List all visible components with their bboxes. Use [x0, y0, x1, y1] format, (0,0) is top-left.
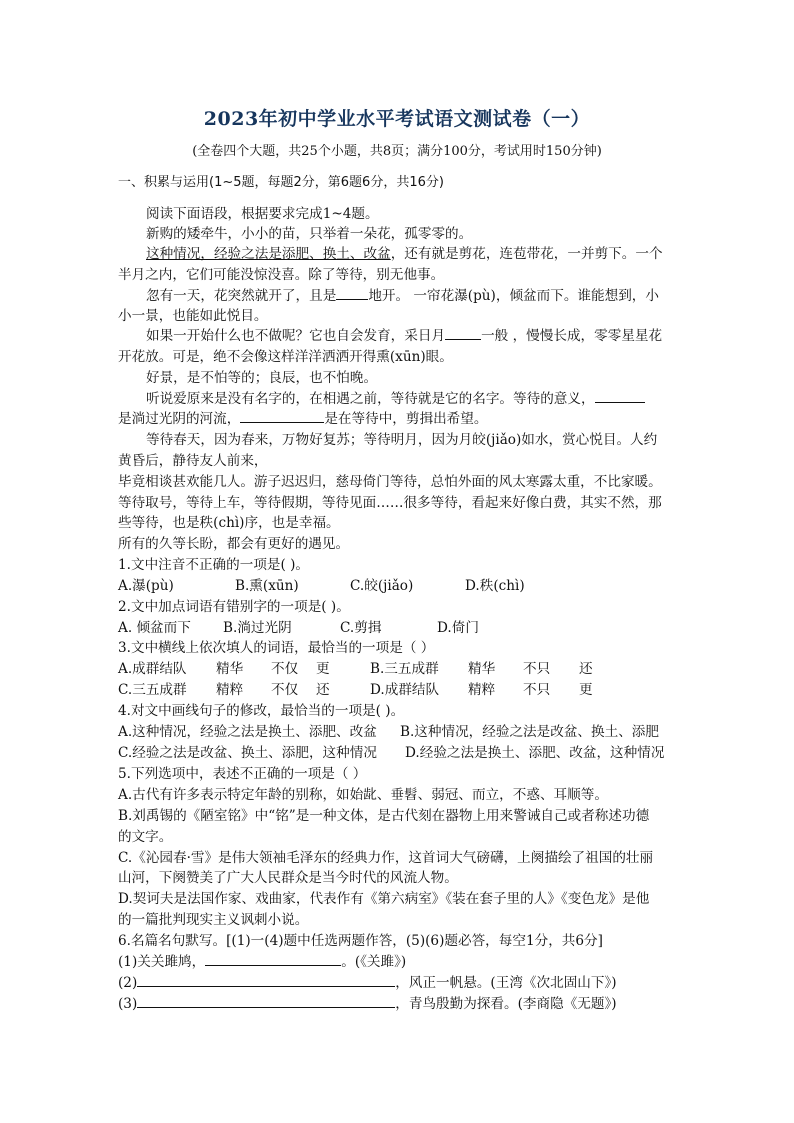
question-5-option-c[interactable]: C.《沁园春·雪》是伟大领袖毛泽东的经典力作，这首词大气磅礴，上阕描绘了祖国的壮丽 [118, 850, 654, 866]
answer-blank[interactable] [137, 994, 395, 1008]
fill-blank[interactable] [595, 389, 645, 403]
question-5-option-a[interactable]: A.古代有许多表示特定年龄的别称，如始龀、垂髫、弱冠、而立，不惑、耳顺等。 [118, 787, 608, 803]
passage-line: 小一景，也能如此悦目。 [118, 308, 268, 324]
passage-line: 如果一开始什么也不做呢？它也自会发育，采日月 一般 ，慢慢长成，零零星星花 [146, 328, 663, 344]
passage-line: 这种情况，经验之法是添肥、换土、改盆，还有就是剪花，连苞带花，一并剪下。一个 [146, 246, 663, 262]
passage-line: 等待春天，因为春来，万物好复苏；等待明月，因为月皎(jiǎo)如水，赏心悦目。人约 [146, 432, 658, 448]
question-1-options [118, 576, 678, 597]
answer-blank[interactable] [137, 973, 395, 987]
passage-line: 好景，是不怕等的；良辰，也不怕晚。 [146, 370, 378, 386]
answer-blank[interactable] [205, 952, 341, 966]
option[interactable]: C.剪揖 [340, 620, 382, 636]
question-6-item-2: (2) ，风正一帆悬。(王湾《次北固山下》) [118, 975, 617, 991]
question-5-option-c-cont: 山河，下阕赞美了广大人民群众是当今时代的风流人物。 [118, 870, 458, 886]
question-5-option-b[interactable]: B.刘禹锡的《陋室铭》中“铭”是一种文体，是古代刻在器物上用来警诫自己或者称述功德 [118, 808, 650, 824]
passage-line: 所有的久等长盼，都会有更好的遇见。 [118, 536, 350, 552]
question-4-options-ab [118, 722, 678, 743]
option[interactable]: B.淌过光阴 [223, 620, 292, 636]
option[interactable]: A. 倾盆而下 [118, 620, 191, 636]
question-3-options-ab: A.成群结队 精华 不仅 更 B.三五成群 精华 不只 还 [118, 661, 593, 677]
fill-blank[interactable] [336, 286, 368, 300]
option[interactable]: B.熏(xūn) [235, 578, 299, 594]
fill-blank[interactable] [240, 409, 324, 423]
question-2-options [118, 618, 678, 639]
passage-intro: 阅读下面语段，根据要求完成1~4题。 [146, 206, 379, 222]
passage-line: 黄昏后，静待友人前来， [118, 453, 268, 469]
option[interactable]: A.这种情况，经验之法是换土、添肥、改盆 [118, 724, 377, 740]
passage-line: 听说爱原来是没有名字的，在相遇之前，等待就是它的名字。等待的意义， [118, 389, 706, 410]
question-5-option-b-cont: 的文字。 [118, 829, 173, 845]
underlined-sentence: 这种情况，经验之法是添肥、换土、改盆 [146, 246, 391, 262]
question-5: 5.下列选项中，表述不正确的一项是（ ） [118, 766, 367, 782]
question-6-item-3: (3) ，青鸟殷勤为探看。(李商隐《无题》) [118, 996, 617, 1012]
question-5-option-d-cont: 的一篇批判现实主义讽刺小说。 [118, 912, 309, 928]
question-2: 2.文中加点词语有错别字的一项是( )。 [118, 599, 350, 615]
option[interactable]: A.瀑(pù) [118, 578, 174, 594]
option[interactable]: C.经验之法是改盆、换土、添肥，这种情况 [118, 745, 377, 761]
question-3: 3.文中横线上依次填人的词语，最恰当的一项是（ ） [118, 640, 435, 656]
question-4: 4.对文中画线句子的修改，最恰当的一项是( )。 [118, 703, 405, 719]
question-5-option-d[interactable]: D.契诃夫是法国作家、戏曲家，代表作有《第六病室》《装在套子里的人》《变色龙》是他 [118, 891, 650, 907]
section-heading: 一、积累与运用(1~5题，每题2分，第6题6分，共16分) [118, 175, 444, 190]
passage-line: 毕竟相谈甚欢能几人。游子迟迟归，慈母倚门等待，总怕外面的风太寒露太重，不比家暖。 [118, 474, 662, 490]
question-6: 6.名篇名句默写。[(1)一(4)题中任选两题作答，(5)(6)题必答，每空1分，共6分] [118, 933, 603, 949]
question-4-options-cd [118, 743, 678, 764]
passage-line: 开花放。可是，绝不会像这样洋洋洒洒开得熏(xūn)眼。 [118, 349, 453, 365]
exam-subtitle: (全卷四个大题，共25个小题，共8页；满分100分，考试用时150分钟) [192, 144, 602, 159]
passage-line: 些等待，也是秩(chì)序，也是幸福。 [118, 515, 340, 531]
passage-line: 忽有一天，花突然就开了，且是 地开。 一帘花瀑(pù)，倾盆而下。谁能想到，小 [146, 288, 659, 304]
passage-line: 是淌过光阴的河流， 是在等待中，剪揖出希望。 [118, 411, 488, 427]
option[interactable]: D.经验之法是换土、添肥、改盆，这种情况 [405, 745, 665, 761]
exam-title: 2023年初中学业水平考试语文测试卷（一） [203, 108, 591, 130]
option[interactable]: D.秩(chì) [465, 578, 525, 594]
question-6-item-1: (1)关关雎鸠， 。(《关雎》) [118, 954, 407, 970]
option[interactable]: D.倚门 [437, 620, 479, 636]
question-3-options-cd: C.三五成群 精粹 不仅 还 D.成群结队 精粹 不只 更 [118, 682, 593, 698]
passage-line: 等待取号，等待上车，等待假期，等待见面……很多等待，看起来好像白费，其实不然，那 [118, 495, 662, 511]
option[interactable]: B.这种情况，经验之法是改盆、换土、添肥 [400, 724, 659, 740]
fill-blank[interactable] [445, 326, 481, 340]
option[interactable]: C.皎(jiǎo) [350, 578, 414, 594]
passage-line: 新购的矮牵牛，小小的苗，只举着一朵花，孤零零的。 [146, 226, 473, 242]
passage-line: 半月之内，它们可能没惊没喜。除了等待，别无他事。 [118, 267, 445, 283]
question-1: 1.文中注音不正确的一项是( )。 [118, 557, 310, 573]
